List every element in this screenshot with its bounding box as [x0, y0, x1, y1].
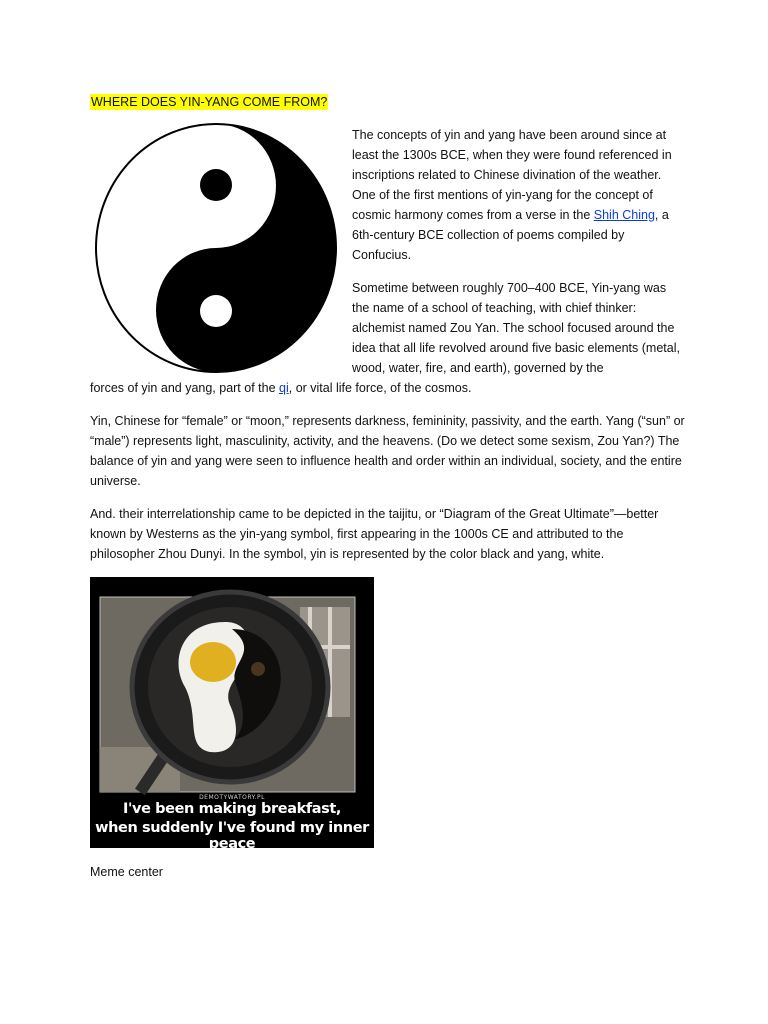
- meme-site-label: DEMOTYWATORY.PL: [199, 794, 265, 801]
- meme-caption-line2: when suddenly I've found my inner peace: [95, 820, 369, 852]
- yin-yang-symbol-image: [90, 118, 342, 376]
- paragraph-text: forces of yin and yang, part of the: [90, 381, 280, 395]
- paragraph-text: , or vital life force, of the cosmos.: [288, 381, 472, 395]
- image-caption: Meme center: [90, 865, 163, 879]
- paragraph-meaning: Yin, Chinese for “female” or “moon,” represents darkness, femininity, passivity, and the earth. Yang (“sun” or “male”) represents light, masculinity, activity, and the heavens. (Do we detect some sexism, Zou Yan?) The balance of yin and yang were seen to influence health and order within an individual, society, and the entire universe.: [90, 414, 685, 488]
- qi-link[interactable]: qi: [279, 381, 289, 395]
- section-heading: WHERE DOES YIN-YANG COME FROM?: [91, 95, 328, 109]
- paragraph-text: The concepts of yin and yang have been around since at least the 1300s BCE, when they were found referenced in inscriptions related to Chinese divination of the weather. One of the first mentions of yin-yang for the concept of cosmic harmony comes from a verse in the: [352, 128, 672, 222]
- paragraph-taijitu: And. their interrelationship came to be depicted in the taijitu, or “Diagram of the Great Ultimate”—better known by Westerns as the yin-yang symbol, first appearing in the 1000s CE and attributed to the philosopher Zhou Dunyi. In the symbol, yin is represented by the color black and yang, white.: [90, 507, 659, 561]
- meme-caption-line1: I've been making breakfast,: [123, 801, 341, 817]
- paragraph-school: Sometime between roughly 700–400 BCE, Yin-yang was the name of a school of teaching, with chief thinker: alchemist named Zou Yan. The school focused around the idea that all life revolved around five basic elements (metal, wood, water, fire, and earth), governed by the: [352, 281, 680, 375]
- paragraph-origins: [352, 125, 682, 265]
- shih-ching-link[interactable]: Shih Ching: [593, 208, 655, 222]
- breakfast-meme-image: [90, 577, 374, 852]
- paragraph-text: , a 6th-century BCE collection of poems compiled by Confucius.: [352, 208, 669, 262]
- paragraph-school-continued: [90, 378, 690, 398]
